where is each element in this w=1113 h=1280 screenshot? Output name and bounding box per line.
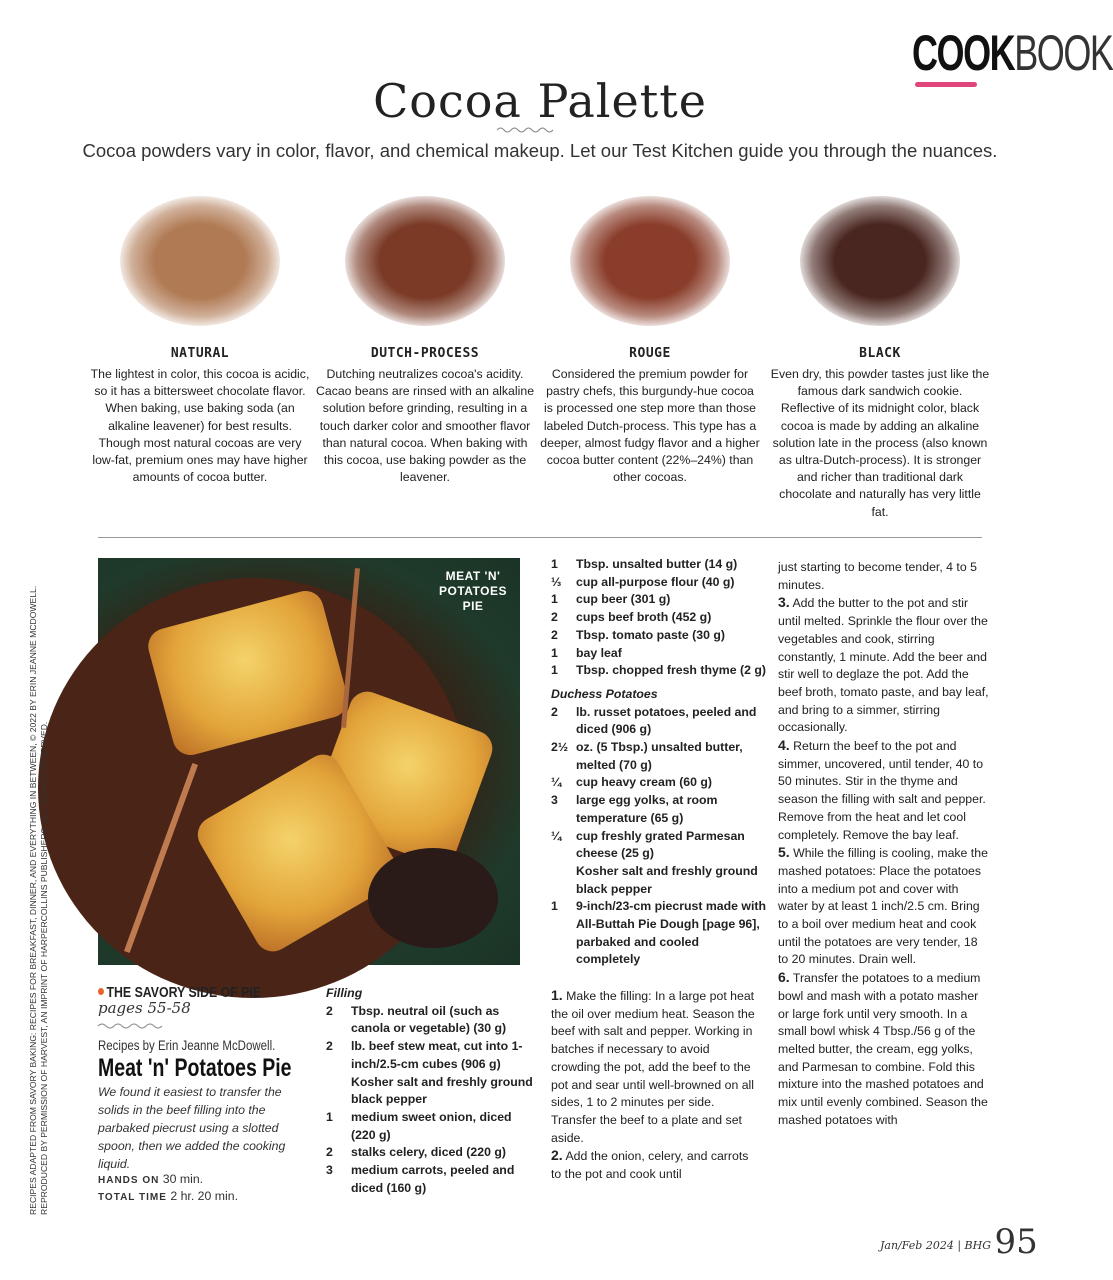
ingredient-item: Kosher salt and freshly ground black pepper — [576, 863, 758, 896]
cocoa-powder-image — [100, 176, 300, 346]
subhead-filling: Filling — [326, 986, 363, 1000]
ingredient-item: 2 stalks celery, diced (220 g) — [326, 1145, 506, 1160]
page-subtitle: Cocoa powders vary in color, flavor, and chemical makeup. Let our Test Kitchen guide you through the nuances. — [82, 140, 998, 161]
ingredient-item: 1 cup beer (301 g) — [551, 592, 671, 607]
hands-on-time: HANDS ON 30 min. — [98, 1172, 204, 1186]
pie-photo — [98, 558, 520, 965]
page-reference: pages 55-58 — [98, 999, 191, 1017]
squiggle-divider — [497, 126, 553, 134]
recipe-intro: We found it easiest to transfer the solids in the beef filling into the parbaked piecrust using a slotted spoon, then we added the cooking liquid. — [98, 1085, 286, 1171]
ingredient-item: Kosher salt and freshly ground black pepper — [351, 1074, 533, 1107]
ingredients-continued — [551, 556, 766, 969]
directions-part1 — [551, 987, 761, 1184]
ingredient-item: 2 cups beef broth (452 g) — [551, 610, 712, 625]
ingredient-item: 2 Tbsp. tomato paste (30 g) — [551, 627, 725, 642]
ingredient-item: 1 9-inch/23-cm piecrust made with All-Buttah Pie Dough [page 96], parbaked and cooled completely — [551, 899, 766, 967]
cocoa-description: Even dry, this powder tastes just like the famous dark sandwich cookie. Reflective of its midnight color, black cocoa is made by adding an alkaline solution late in the process (also known as ultra-Dutch-process). It is stronger and richer than traditional dark chocolate and naturally has very little fat. — [770, 367, 990, 519]
direction-step: 2. Add the onion, celery, and carrots to the pot and cook until — [551, 1147, 749, 1182]
cocoa-label: NATURAL — [170, 346, 230, 361]
ingredient-item: 3 large egg yolks, at room temperature (65 g) — [551, 793, 718, 825]
cocoa-description: Dutching neutralizes cocoa's acidity. Cacao beans are rinsed with an alkaline solution before grinding, resulting in a touch darker color and smoother flavor than natural cocoa. When baking with this cocoa, use baking powder as the leavener. — [315, 367, 535, 485]
cocoa-powder-image — [780, 176, 980, 346]
cocoa-powder-image — [550, 176, 750, 346]
cocoa-label: DUTCH-PROCESS — [370, 346, 480, 361]
direction-step: 4. Return the beef to the pot and simmer, uncovered, until tender, 40 to 50 minutes. Stir in the thyme and season the filling with salt and pepper. Remove from the heat and let cool completely. Remove the bay leaf. — [778, 737, 986, 842]
direction-step: 5. While the filling is cooling, make the mashed potatoes: Place the potatoes into a medium pot and cover with water by at least 1 inch/2.5 cm. Bring to a boil over medium heat and cook until the potatoes are very tender, 18 to 20 minutes. Drain well. — [778, 844, 988, 967]
recipe-byline: Recipes by Erin Jeanne McDowell. — [98, 1038, 276, 1053]
direction-step: just starting to become tender, 4 to 5 minutes. — [778, 560, 977, 592]
total-time: TOTAL TIME 2 hr. 20 min. — [98, 1189, 238, 1203]
cocoa-label: ROUGE — [629, 346, 671, 361]
cocoa-label: BLACK — [859, 346, 901, 361]
subhead-duchess: Duchess Potatoes — [551, 686, 658, 701]
page-title: Cocoa Palette — [373, 74, 707, 128]
direction-step: 6. Transfer the potatoes to a medium bowl and mash with a potato masher or large fork until very smooth. In a small bowl whisk 4 Tbsp./56 g of the melted butter, the cream, egg yolks, and Parmesan to combine. Fold this mixture into the mashed potatoes and mix until evenly combined. Season the mashed potatoes with — [778, 969, 988, 1127]
direction-step: 3. Add the butter to the pot and stir until melted. Sprinkle the flour over the vegetables and cook, stirring constantly, 1 minute. Add the beer and stir well to deglaze the pot. Add the beef broth, tomato paste, and bay leaf, and bring to a simmer, stirring occasionally. — [778, 594, 989, 735]
ingredient-item: 2 lb. russet potatoes, peeled and diced (906 g) — [551, 704, 757, 737]
ingredient-item: ⅓ cup all-purpose flour (40 g) — [551, 574, 735, 589]
photo-label: MEAT 'N' POTATOES PIE — [438, 569, 507, 613]
ingredient-item: 1 Tbsp. chopped fresh thyme (2 g) — [551, 663, 766, 678]
ingredients-filling — [326, 985, 536, 1197]
ingredient-item: 3 medium carrots, peeled and diced (160 g) — [326, 1163, 515, 1195]
ingredient-item: 1 Tbsp. unsalted butter (14 g) — [551, 557, 738, 571]
squiggle-divider — [98, 1022, 162, 1030]
cocoa-description: Considered the premium powder for pastry chefs, this burgundy-hue cocoa is processed one step more than those labeled Dutch-process. This type has a deeper, almost fudgy flavor and a higher cocoa butter content (22%–24%) than other cocoas. — [540, 367, 760, 485]
directions-part2 — [778, 558, 990, 1130]
ingredient-item: 2 Tbsp. neutral oil (such as canola or vegetable) (30 g) — [326, 1003, 507, 1036]
cookbook-logo: COOKBOOK — [912, 25, 1113, 81]
page-folio: Jan/Feb 2024 | BHG 95 — [880, 1222, 1038, 1262]
ingredient-item: 1 bay leaf — [551, 645, 622, 660]
bullet-dot — [98, 988, 104, 995]
ingredient-item: ¼ cup heavy cream (60 g) — [551, 775, 713, 790]
ingredient-item: 2½ oz. (5 Tbsp.) unsalted butter, melted (70 g) — [551, 740, 743, 772]
copyright-credit: RECIPES ADAPTED FROM SAVORY BAKING: RECIPES FOR BREAKFAST, DINNER, AND EVERYTHING IN BETWEEN, © 2022 BY ERIN JEANNE MCDOWELL. REPRODUCED BY PERMISSION OF HARVEST, AN IMPRINT OF HARPERCOLLINS PUBLISHERS. ALL RIGHTS RESERVED. — [28, 585, 49, 1215]
divider — [98, 537, 982, 538]
cocoa-description: The lightest in color, this cocoa is acidic, so it has a bittersweet chocolate flavor. When baking, use baking soda (an alkaline leavener) for best results. Though most natural cocoas are very low-fat, premium ones may have higher amounts of cocoa butter. — [90, 367, 310, 485]
ingredient-item: 2 lb. beef stew meat, cut into 1-inch/2.5-cm cubes (906 g) — [326, 1039, 523, 1071]
cocoa-powder-image — [325, 176, 525, 346]
direction-step: 1. Make the filling: In a large pot heat the oil over medium heat. Season the beef with salt and pepper. Working in batches if necessary to avoid crowding the pot, add the beef to the pot and sear until well-browned on all sides, 1 to 2 minutes per side. Transfer the beef to a plate and set aside. — [551, 987, 755, 1145]
section-heading: THE SAVORY SIDE OF PIE — [98, 985, 261, 1001]
ingredient-item: ¼ cup freshly grated Parmesan cheese (25 g) — [551, 828, 745, 861]
recipe-title: Meat 'n' Potatoes Pie — [98, 1054, 292, 1082]
ingredient-item: 1 medium sweet onion, diced (220 g) — [326, 1109, 512, 1142]
